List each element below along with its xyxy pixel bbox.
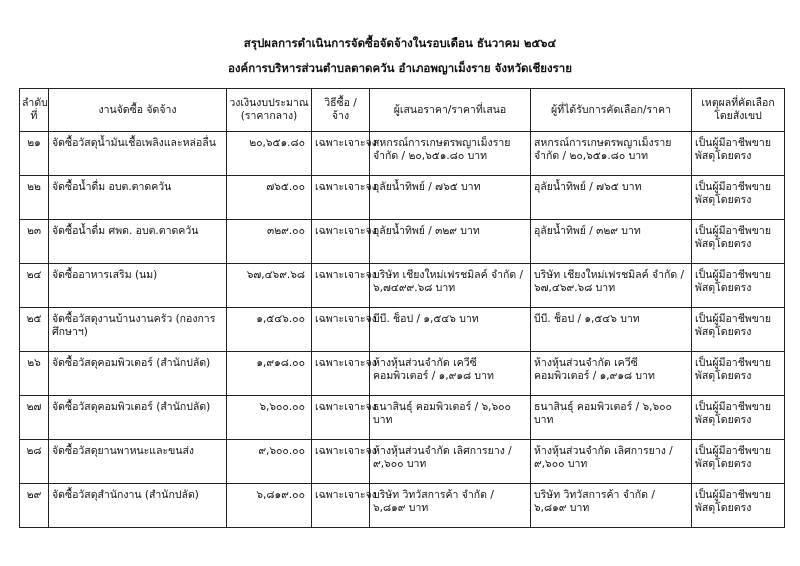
cell-item: จัดซื้อวัสดุงานบ้านงานครัว (กองการศึกษาฯ) (49, 308, 227, 352)
header-winner: ผู้ที่ได้รับการคัดเลือก/ราคา (531, 89, 692, 132)
table-row (20, 396, 785, 440)
cell-method: เฉพาะเจาะจง (312, 484, 370, 528)
cell-bidder: ห้างหุ้นส่วนจำกัด เลิศการยาง / ๙,๖๐๐ บาท (370, 440, 531, 484)
cell-reason: เป็นผู้มีอาชีพขายพัสดุโดยตรง (692, 220, 785, 264)
cell-bidder: บริษัท วิทวัสการค้า จำกัด / ๖,๘๑๙ บาท (370, 484, 531, 528)
cell-winner: อุลัยน้ำทิพย์ / ๗๖๕ บาท (531, 176, 692, 220)
cell-winner: บริษัท วิทวัสการค้า จำกัด / ๖,๘๑๙ บาท (531, 484, 692, 528)
cell-reason: เป็นผู้มีอาชีพขายพัสดุโดยตรง (692, 352, 785, 396)
cell-method: เฉพาะเจาะจง (312, 264, 370, 308)
cell-budget: ๗๖๕.๐๐ (227, 176, 312, 220)
cell-budget: ๖,๘๑๙.๐๐ (227, 484, 312, 528)
cell-budget: ๙,๖๐๐.๐๐ (227, 440, 312, 484)
procurement-table (19, 88, 785, 528)
cell-method: เฉพาะเจาะจง (312, 220, 370, 264)
table-header-row (20, 89, 785, 132)
cell-item: จัดซื้อวัสดุยานพาหนะและขนส่ง (49, 440, 227, 484)
header-no: ลำดับที่ (20, 89, 49, 132)
cell-reason: เป็นผู้มีอาชีพขายพัสดุโดยตรง (692, 396, 785, 440)
cell-reason: เป็นผู้มีอาชีพขายพัสดุโดยตรง (692, 264, 785, 308)
table-row (20, 308, 785, 352)
document-title: สรุปผลการดำเนินการจัดซื้อจัดจ้างในรอบเดือน ธันวาคม ๒๕๖๔ (243, 36, 557, 50)
cell-item: จัดซื้อน้ำดื่ม ศพด. อบต.ตาดควัน (49, 220, 227, 264)
cell-no: ๒๒ (20, 176, 49, 220)
cell-winner: สหกรณ์การเกษตรพญาเม็งราย จำกัด / ๒๐,๖๕๑.๘๐ บาท (531, 132, 692, 176)
cell-bidder: อุลัยน้ำทิพย์ / ๗๖๕ บาท (370, 176, 531, 220)
cell-no: ๒๓ (20, 220, 49, 264)
cell-budget: ๓๒๙.๐๐ (227, 220, 312, 264)
cell-item: จัดซื้ออาหารเสริม (นม) (49, 264, 227, 308)
table-row (20, 440, 785, 484)
table-row (20, 484, 785, 528)
cell-reason: เป็นผู้มีอาชีพขายพัสดุโดยตรง (692, 484, 785, 528)
cell-bidder: บริษัท เชียงใหม่เฟรชมิลค์ จำกัด / ๖,๗๔๙๙.๖๘ บาท (370, 264, 531, 308)
cell-no: ๒๔ (20, 264, 49, 308)
cell-no: ๒๙ (20, 484, 49, 528)
table-row (20, 220, 785, 264)
cell-winner: อุลัยน้ำทิพย์ / ๓๒๙ บาท (531, 220, 692, 264)
cell-winner: ห้างหุ้นส่วนจำกัด เควีซี คอมพิวเตอร์ / ๑,๙๑๘ บาท (531, 352, 692, 396)
cell-budget: ๑,๙๑๘.๐๐ (227, 352, 312, 396)
cell-budget: ๖,๖๐๐.๐๐ (227, 396, 312, 440)
cell-winner: บีบี. ช็อป / ๑,๕๔๖ บาท (531, 308, 692, 352)
cell-no: ๒๖ (20, 352, 49, 396)
cell-item: จัดซื้อน้ำดื่ม อบต.ตาดควัน (49, 176, 227, 220)
cell-no: ๒๑ (20, 132, 49, 176)
cell-budget: ๒๐,๖๕๑.๘๐ (227, 132, 312, 176)
cell-budget: ๑,๕๔๖.๐๐ (227, 308, 312, 352)
header-bidder: ผู้เสนอราคา/ราคาที่เสนอ (370, 89, 531, 132)
cell-item: จัดซื้อวัสดุสำนักงาน (สำนักปลัด) (49, 484, 227, 528)
cell-method: เฉพาะเจาะจง (312, 132, 370, 176)
table-row (20, 132, 785, 176)
header-method: วิธีซื้อ / จ้าง (312, 89, 370, 132)
cell-method: เฉพาะเจาะจง (312, 440, 370, 484)
cell-bidder: บีบี. ช็อป / ๑,๕๔๖ บาท (370, 308, 531, 352)
header-item: งานจัดซื้อ จัดจ้าง (49, 89, 227, 132)
cell-bidder: สหกรณ์การเกษตรพญาเม็งราย จำกัด / ๒๐,๖๕๑.๘๐ บาท (370, 132, 531, 176)
cell-no: ๒๗ (20, 396, 49, 440)
cell-winner: ธนาสินธุ์ คอมพิวเตอร์ / ๖,๖๐๐ บาท (531, 396, 692, 440)
cell-reason: เป็นผู้มีอาชีพขายพัสดุโดยตรง (692, 440, 785, 484)
cell-bidder: ธนาสินธุ์ คอมพิวเตอร์ / ๖,๖๐๐ บาท (370, 396, 531, 440)
table-row (20, 264, 785, 308)
header-budget: วงเงินงบประมาณ (ราคากลาง) (227, 89, 312, 132)
table-row (20, 352, 785, 396)
cell-reason: เป็นผู้มีอาชีพขายพัสดุโดยตรง (692, 176, 785, 220)
cell-method: เฉพาะเจาะจง (312, 396, 370, 440)
cell-reason: เป็นผู้มีอาชีพขายพัสดุโดยตรง (692, 132, 785, 176)
cell-winner: ห้างหุ้นส่วนจำกัด เลิศการยาง / ๙,๖๐๐ บาท (531, 440, 692, 484)
cell-method: เฉพาะเจาะจง (312, 308, 370, 352)
cell-item: จัดซื้อวัสดุน้ำมันเชื้อเพลิงและหล่อลื่น (49, 132, 227, 176)
table-row (20, 176, 785, 220)
cell-budget: ๖๗,๔๖๙.๖๘ (227, 264, 312, 308)
cell-bidder: ห้างหุ้นส่วนจำกัด เควีซี คอมพิวเตอร์ / ๑,๙๑๘ บาท (370, 352, 531, 396)
cell-no: ๒๘ (20, 440, 49, 484)
cell-method: เฉพาะเจาะจง (312, 176, 370, 220)
cell-reason: เป็นผู้มีอาชีพขายพัสดุโดยตรง (692, 308, 785, 352)
cell-method: เฉพาะเจาะจง (312, 352, 370, 396)
cell-bidder: อุลัยน้ำทิพย์ / ๓๒๙ บาท (370, 220, 531, 264)
cell-winner: บริษัท เชียงใหม่เฟรชมิลค์ จำกัด / ๖๗,๔๖๙.๖๘ บาท (531, 264, 692, 308)
document-subtitle: องค์การบริหารส่วนตำบลตาดควัน อำเภอพญาเม็งราย จังหวัดเชียงราย (228, 61, 572, 75)
header-reason: เหตุผลที่คัดเลือกโดยสังเขป (692, 89, 785, 132)
cell-item: จัดซื้อวัสดุคอมพิวเตอร์ (สำนักปลัด) (49, 352, 227, 396)
cell-no: ๒๕ (20, 308, 49, 352)
cell-item: จัดซื้อวัสดุคอมพิวเตอร์ (สำนักปลัด) (49, 396, 227, 440)
